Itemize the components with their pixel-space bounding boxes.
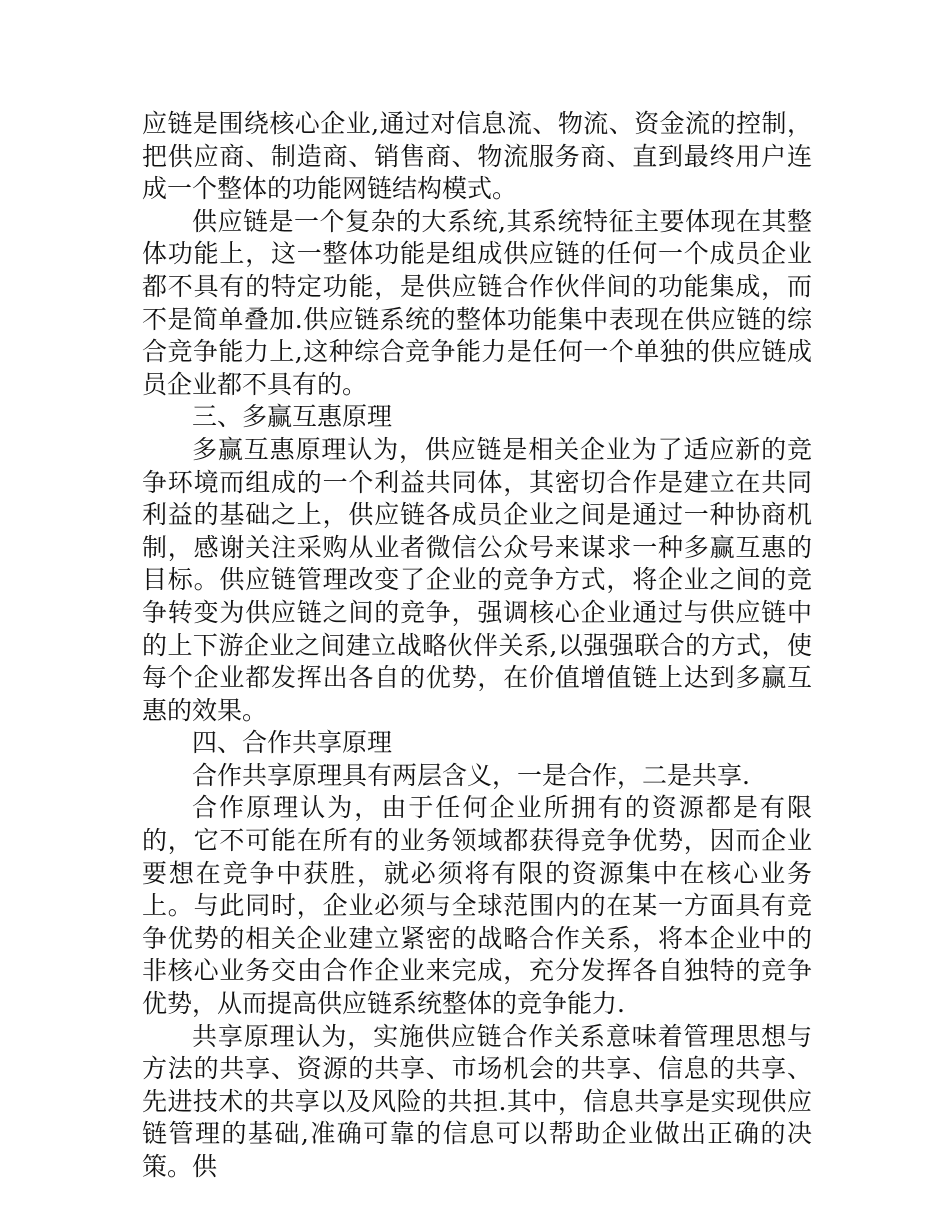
paragraph-1: 应链是围绕核心企业,通过对信息流、物流、资金流的控制，把供应商、制造商、销售商、物流服务商、直到最终用户连成一个整体的功能网链结构模式。 <box>142 109 812 204</box>
document-body <box>142 108 812 1184</box>
section-heading-4: 四、合作共享原理 <box>192 728 393 758</box>
paragraph-6: 合作共享原理具有两层含义，一是合作，二是共享. <box>192 760 750 790</box>
paragraph-4: 多赢互惠原理认为，供应链是相关企业为了适应新的竞争环境而组成的一个利益共同体，其密切合作是建立在共同利益的基础之上，供应链各成员企业之间是通过一种协商机制，感谢关注采购从业者微信公众号来谋求一种多赢互惠的目标。供应链管理改变了企业的竞争方式，将企业之间的竞争转变为供应链之间的竞争，强调核心企业通过与供应链中的上下游企业之间建立战略伙伴关系,以强强联合的方式，使每个企业都发挥出各自的优势，在价值增值链上达到多赢互惠的效果。 <box>142 434 812 725</box>
paragraph-7: 合作原理认为，由于任何企业所拥有的资源都是有限的，它不可能在所有的业务领域都获得竞争优势，因而企业要想在竞争中获胜，就必须将有限的资源集中在核心业务上。与此同时，企业必须与全球范围内的在某一方面具有竞争优势的相关企业建立紧密的战略合作关系，将本企业中的非核心业务交由合作企业来完成，充分发挥各自独特的竞争优势，从而提高供应链系统整体的竞争能力. <box>142 793 812 1019</box>
paragraph-8: 共享原理认为，实施供应链合作关系意味着管理思想与方法的共享、资源的共享、市场机会的共享、信息的共享、先进技术的共享以及风险的共担.其中，信息共享是实现供应链管理的基础,准确可靠的信息可以帮助企业做出正确的决策。供 <box>142 1021 812 1181</box>
paragraph-2: 供应链是一个复杂的大系统,其系统特征主要体现在其整体功能上，这一整体功能是组成供应链的任何一个成员企业都不具有的特定功能，是供应链合作伙伴间的功能集成，而不是简单叠加.供应链系统的整体功能集中表现在供应链的综合竞争能力上,这种综合竞争能力是任何一个单独的供应链成员企业都不具有的。 <box>142 206 812 399</box>
section-heading-3: 三、多赢互惠原理 <box>192 402 393 432</box>
